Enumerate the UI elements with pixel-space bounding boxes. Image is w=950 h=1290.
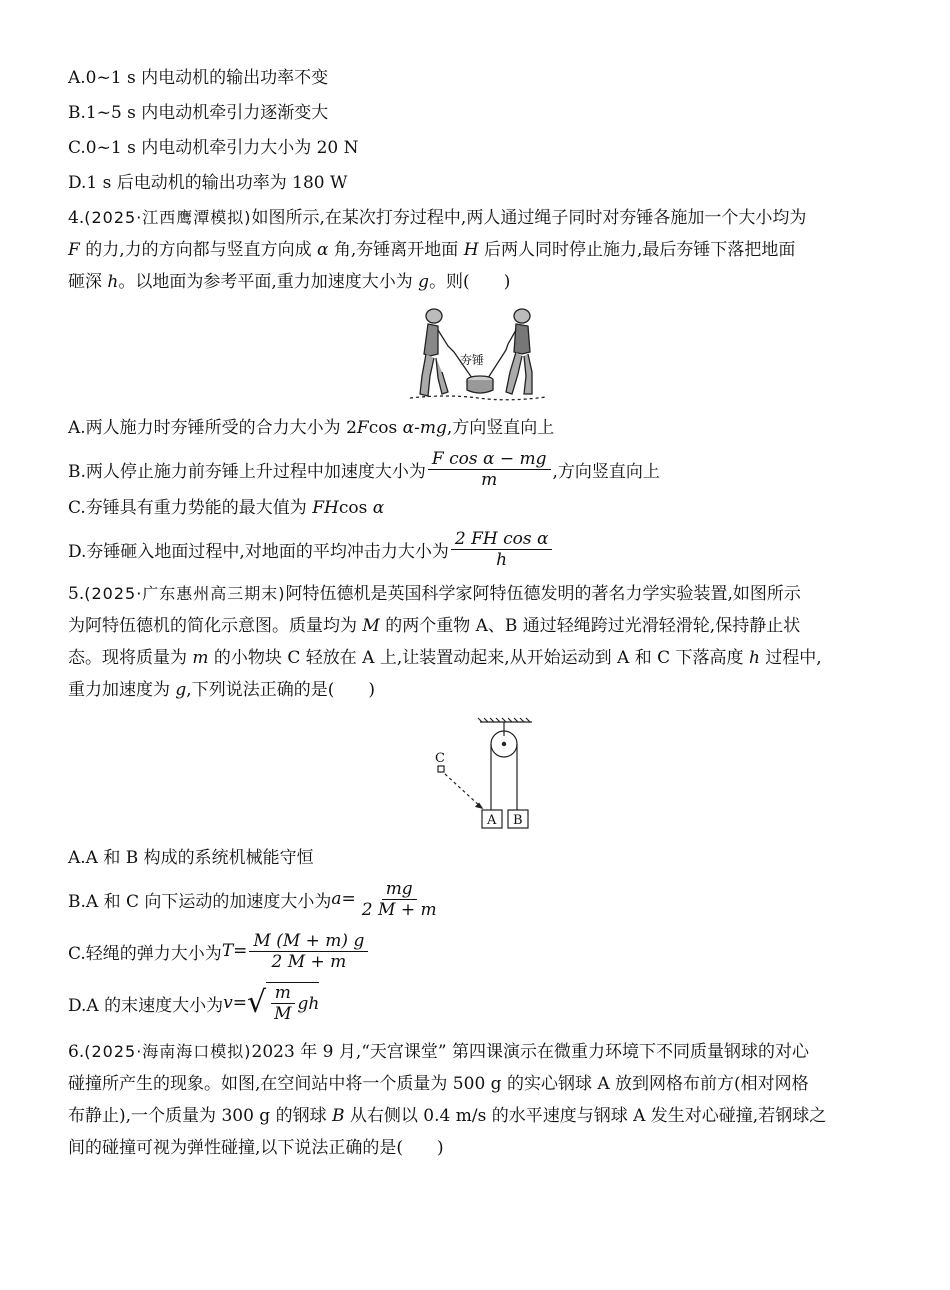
right-person-body	[514, 324, 530, 354]
q5-option-b: B.A 和 C 向下运动的加速度大小为 a = $\frac{mg}{2 M + m}$	[68, 876, 888, 922]
right-rope	[488, 350, 506, 378]
q5-option-b-fraction: $\frac{mg}{2 M + m}$	[361, 878, 437, 920]
q4-option-c: C.夯锤具有重力势能的最大值为 FHcos α	[68, 498, 385, 518]
q4-stem-line1: 如图所示,在某次打夯过程中,两人通过绳子同时对夯锤各施加一个大小均为	[251, 208, 807, 228]
dashed-arrow	[445, 774, 482, 808]
q5-stem-line1: 阿特伍德机是英国科学家阿特伍德发明的著名力学实验装置,如图所示	[285, 584, 801, 604]
q6-stem-line4: 间的碰撞可视为弹性碰撞,以下说法正确的是( )	[68, 1138, 444, 1158]
q4-option-a: A.两人施力时夯锤所受的合力大小为 2Fcos α-mg,方向竖直向上	[68, 418, 555, 438]
label-b: B	[513, 813, 523, 828]
q5-stem-line4: 重力加速度为 g,下列说法正确的是( )	[68, 680, 375, 700]
left-person-head	[426, 309, 442, 323]
q4-option-d: D.夯锤砸入地面过程中,对地面的平均冲击力大小为 $\frac{\text{2 FH cos α}}{h}$	[68, 526, 888, 572]
q3-option-b: B.1~5 s 内电动机牵引力逐渐变大	[68, 103, 329, 123]
q6-stem-line1: 2023 年 9 月,“天宫课堂” 第四课演示在微重力环境下不同质量钢球的对心	[251, 1042, 810, 1062]
q5-option-c-fraction: $\frac{M (M + m) g}{2 M + m}$	[249, 931, 368, 972]
ground-line	[410, 396, 546, 400]
label-c: C	[435, 751, 445, 766]
label-a: A	[487, 813, 497, 828]
right-person-legs	[506, 352, 522, 394]
q4-source: (2025·江西鹰潭模拟)	[84, 208, 252, 227]
block-c	[438, 766, 444, 772]
q5-option-a: A.A 和 B 构成的系统机械能守恒	[68, 848, 314, 868]
q6-stem	[68, 1036, 888, 1164]
q4-stem	[68, 202, 888, 298]
atwood-machine-figure	[408, 716, 548, 836]
q4-option-b: B.两人停止施力前夯锤上升过程中加速度大小为 $\frac{\text{F cos α − mg}}{m}$ ,方向竖直向上	[68, 448, 660, 490]
arrow-head	[476, 804, 482, 809]
page	[68, 62, 888, 1164]
q5-option-d-fraction: $\frac{m}{M}$	[270, 983, 295, 1024]
q3-option-d: D.1 s 后电动机的输出功率为 180 W	[68, 173, 348, 193]
q5-stem-line3: 态。现将质量为 m 的小物块 C 轻放在 A 上,让装置动起来,从开始运动到 A 和 C 下落高度 h 过程中,	[68, 648, 822, 668]
q5-stem-line2: 为阿特伍德机的简化示意图。质量均为 M 的两个重物 A、B 通过轻绳跨过光滑轻滑轮,保持静止状	[68, 616, 801, 636]
left-person-arm	[438, 330, 454, 352]
left-person-legs	[420, 354, 434, 396]
q4-number: 4.	[68, 208, 85, 228]
q5-option-d-sqrt: √ $\frac{m}{M}$ gh	[246, 983, 320, 1024]
q5-option-c: C.轻绳的弹力大小为 T = $\frac{M (M + m) g}{2 M + m}$	[68, 928, 888, 974]
q4-option-b-fraction: $\frac{\text{F cos α − mg}}{m}$	[428, 449, 551, 490]
rammer-body	[467, 380, 493, 393]
q4-figure	[68, 306, 888, 406]
q4-stem-line3: 砸深 h。以地面为参考平面,重力加速度大小为 g。则( )	[68, 272, 511, 292]
rammer-label: 夯锤	[460, 353, 485, 367]
right-person-head	[514, 309, 530, 323]
q6-stem-line3: 布静止),一个质量为 300 g 的钢球 B 从右侧以 0.4 m/s 的水平速度与钢球 A 发生对心碰撞,若钢球之	[68, 1106, 827, 1126]
q5-number: 5.	[68, 584, 85, 604]
q6-number: 6.	[68, 1042, 85, 1062]
q4-stem-line2: F 的力,力的方向都与竖直方向成 α 角,夯锤离开地面 H 后两人同时停止施力,最后夯锤下落把地面	[68, 240, 796, 260]
q5-option-d: D.A 的末速度大小为 v = √ $\frac{m}{M}$ gh	[68, 983, 320, 1024]
q5-figure	[68, 716, 888, 836]
q5-source: (2025·广东惠州高三期末)	[84, 584, 286, 603]
q6-source: (2025·海南海口模拟)	[84, 1042, 252, 1061]
q3-option-a: A.0~1 s 内电动机的输出功率不变	[68, 68, 329, 88]
q5-stem	[68, 578, 888, 706]
q6-stem-line2: 碰撞所产生的现象。如图,在空间站中将一个质量为 500 g 的实心钢球 A 放到网格布前方(相对网格	[68, 1074, 809, 1094]
q4-option-d-fraction: $\frac{\text{2 FH cos α}}{h}$	[451, 529, 553, 570]
q3-option-c: C.0~1 s 内电动机牵引力大小为 20 N	[68, 138, 359, 158]
tamping-figure	[408, 306, 548, 406]
left-person-body	[424, 324, 438, 356]
